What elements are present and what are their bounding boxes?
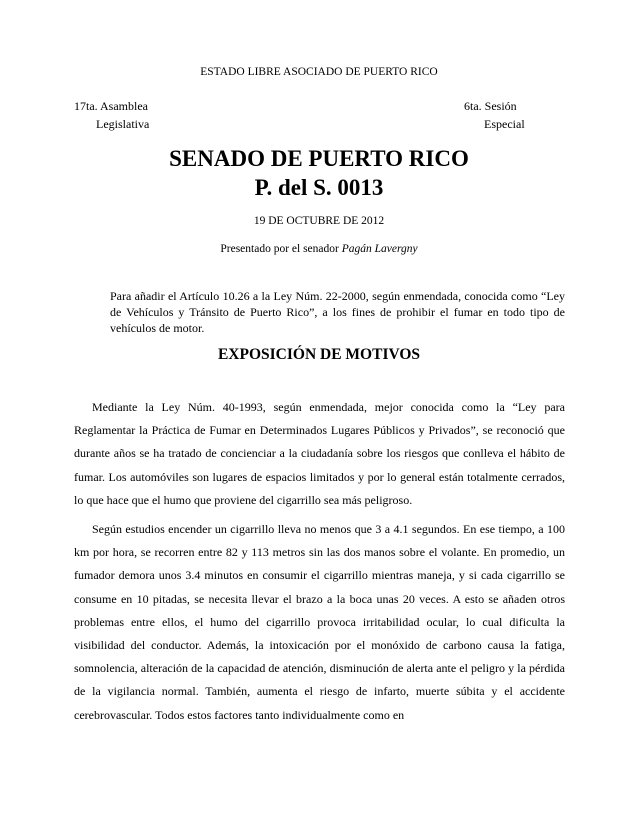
bill-number: P. del S. 0013: [254, 175, 384, 200]
assembly-line-1: 17ta. Asamblea: [74, 99, 148, 113]
presented-by: [0, 243, 638, 255]
paragraph-2: [74, 518, 565, 727]
bill-summary: Para añadir el Artículo 10.26 a la Ley Núm. 22-2000, según enmendada, conocida como “Ley de Vehículos y Tránsito de Puerto Rico”, a los fines de prohibir el fumar en todo tipo de vehículos de motor.: [110, 289, 565, 335]
session-line-2: Especial: [484, 117, 525, 131]
session-line-1: 6ta. Sesión: [464, 99, 517, 113]
state-header: ESTADO LIBRE ASOCIADO DE PUERTO RICO: [200, 66, 438, 78]
senate-title: SENADO DE PUERTO RICO: [169, 146, 469, 171]
paragraph-1-text: Mediante la Ley Núm. 40-1993, según enmendada, mejor conocida como la “Ley para Reglamentar la Práctica de Fumar en Determinados Lugares Públicos y Privados”, se reconoció que durante años se ha tratado de concienciar a la ciudadanía sobre los riesgos que conlleva el hábito de fumar. Los automóviles son lugares de espacios limitados y por lo general están totalmente cerrados, lo que hace que el humo que proviene del cigarrillo sea más peligroso.: [74, 400, 565, 507]
section-heading: EXPOSICIÓN DE MOTIVOS: [217, 346, 421, 363]
assembly-line-2: Legislativa: [96, 117, 150, 131]
presented-prefix: Presentado por el senador: [220, 243, 342, 255]
bill-date: 19 DE OCTUBRE DE 2012: [253, 215, 385, 227]
senator-name: Pagán Lavergny: [341, 243, 418, 255]
paragraph-2-text: Según estudios encender un cigarrillo lleva no menos que 3 a 4.1 segundos. En ese tiempo, a 100 km por hora, se recorren entre 82 y 113 metros sin las dos manos sobre el volante. En promedio, un fumador demora unos 3.4 minutos en consumir el cigarrillo mientras maneja, y si cada cigarrillo se consume en 10 pitadas, se necesita llevar el brazo a la boca unas 20 veces. A esto se añaden otros problemas entre ellos, el humo del cigarrillo provoca irritabilidad ocular, lo cual dificulta la visibilidad del conductor. Además, la intoxicación por el monóxido de carbono causa la fatiga, somnolencia, alteración de la capacidad de atención, disminución de alerta ante el peligro y la pérdida de la vigilancia normal. También, aumenta el riesgo de infarto, muerte súbita y el accidente cerebrovascular. Todos estos factores tanto individualmente como en: [74, 522, 565, 722]
paragraph-1: [74, 396, 565, 512]
assembly-label: [74, 97, 149, 133]
session-label: [464, 97, 564, 133]
